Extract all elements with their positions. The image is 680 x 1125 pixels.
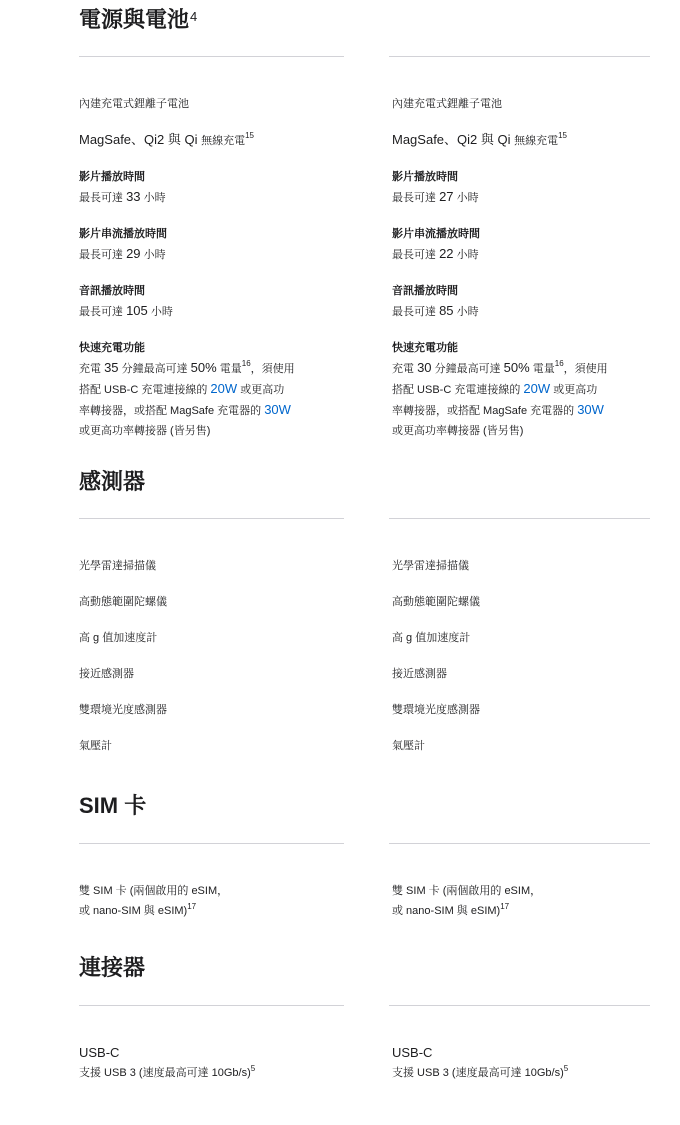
audio-playback-label: 音訊播放時間	[392, 285, 458, 297]
battery-heading: 電源與電池$^4$	[79, 7, 198, 32]
fast-charge: 快速充電功能 充電 35 分鐘最高可達 50% 電量$^{16}$，須使用 搭配 USB-C 充電連接線的 20W 或更高功 率轉接器，或搭配 MagSafe 充電器的 30W 或更高功率轉接器 (皆另售)	[79, 338, 329, 441]
divider	[79, 843, 344, 844]
connector-column-right	[392, 1043, 642, 1099]
power-link-30w[interactable]: 30W	[577, 402, 604, 417]
sensor-item: 接近感測器	[79, 668, 134, 680]
connector-column-left	[79, 1043, 329, 1099]
power-link-30w[interactable]: 30W	[264, 402, 291, 417]
sim-column-right	[392, 881, 642, 937]
fast-charge-label: 快速充電功能	[79, 342, 145, 354]
sensors-heading: 感測器	[79, 469, 146, 494]
power-link-20w[interactable]: 20W	[523, 381, 551, 396]
connector-spec: USB-C 支援 USB 3 (速度最高可達 10Gb/s)$^5$	[392, 1045, 569, 1079]
footnote-ref[interactable]: 17	[500, 902, 510, 911]
divider	[389, 518, 650, 519]
sensor-item: 高 g 值加速度計	[79, 632, 158, 644]
footnote-ref[interactable]: 15	[245, 131, 255, 140]
sensor-item: 高 g 值加速度計	[392, 632, 471, 644]
streaming-playback-label: 影片串流播放時間	[392, 228, 480, 240]
sim-spec: 雙 SIM 卡 (兩個啟用的 eSIM， 或 nano-SIM 與 eSIM)$^{17}$	[79, 885, 229, 917]
footnote-ref[interactable]: 15	[558, 131, 568, 140]
sensor-item: 雙環境光度感測器	[79, 704, 167, 716]
sim-spec: 雙 SIM 卡 (兩個啟用的 eSIM， 或 nano-SIM 與 eSIM)$^{17}$	[392, 885, 542, 917]
footnote-ref[interactable]: 17	[187, 902, 197, 911]
sensor-item: 氣壓計	[79, 740, 112, 752]
fast-charge: 快速充電功能 充電 30 分鐘最高可達 50% 電量$^{16}$，須使用 搭配 USB-C 充電連接線的 20W 或更高功 率轉接器，或搭配 MagSafe 充電器的 30W 或更高功率轉接器 (皆另售)	[392, 338, 642, 441]
battery-column-left	[79, 94, 329, 457]
divider	[79, 56, 344, 57]
audio-playback: 音訊播放時間 最長可達 85 小時	[392, 281, 642, 322]
streaming-playback-label: 影片串流播放時間	[79, 228, 167, 240]
battery-type: 內建充電式鋰離子電池	[392, 98, 502, 110]
sensor-item: 接近感測器	[392, 668, 447, 680]
sensors-column-left	[79, 556, 329, 772]
divider	[389, 56, 650, 57]
footnote-ref[interactable]: 5	[563, 1064, 569, 1073]
streaming-playback: 影片串流播放時間 最長可達 29 小時	[79, 224, 329, 265]
sensor-item: 高動態範圍陀螺儀	[392, 596, 480, 608]
footnote-ref[interactable]: 16	[241, 359, 251, 368]
footnote-ref[interactable]: 5	[250, 1064, 256, 1073]
sensor-item: 雙環境光度感測器	[392, 704, 480, 716]
battery-type: 內建充電式鋰離子電池	[79, 98, 189, 110]
sim-heading: SIM 卡	[79, 793, 147, 818]
sensors-column-right	[392, 556, 642, 772]
wireless-charging: MagSafe、Qi2 與 Qi 無線充電$^{15}$	[392, 131, 568, 147]
connector-heading: 連接器	[79, 955, 146, 980]
video-playback-label: 影片播放時間	[79, 171, 145, 183]
divider	[79, 518, 344, 519]
video-playback: 影片播放時間 最長可達 33 小時	[79, 167, 329, 208]
divider	[79, 1005, 344, 1006]
fast-charge-label: 快速充電功能	[392, 342, 458, 354]
sensor-item: 光學雷達掃描儀	[79, 560, 156, 572]
sensor-item: 氣壓計	[392, 740, 425, 752]
streaming-playback: 影片串流播放時間 最長可達 22 小時	[392, 224, 642, 265]
audio-playback-label: 音訊播放時間	[79, 285, 145, 297]
divider	[389, 843, 650, 844]
sim-column-left	[79, 881, 329, 937]
battery-column-right	[392, 94, 642, 457]
audio-playback: 音訊播放時間 最長可達 105 小時	[79, 281, 329, 322]
sensor-item: 高動態範圍陀螺儀	[79, 596, 167, 608]
video-playback-label: 影片播放時間	[392, 171, 458, 183]
wireless-charging: MagSafe、Qi2 與 Qi 無線充電$^{15}$	[79, 131, 255, 147]
footnote-ref[interactable]: 16	[554, 359, 564, 368]
footnote-ref[interactable]: 4	[190, 9, 198, 24]
video-playback: 影片播放時間 最長可達 27 小時	[392, 167, 642, 208]
connector-spec: USB-C 支援 USB 3 (速度最高可達 10Gb/s)$^5$	[79, 1045, 256, 1079]
divider	[389, 1005, 650, 1006]
sensor-item: 光學雷達掃描儀	[392, 560, 469, 572]
power-link-20w[interactable]: 20W	[210, 381, 238, 396]
